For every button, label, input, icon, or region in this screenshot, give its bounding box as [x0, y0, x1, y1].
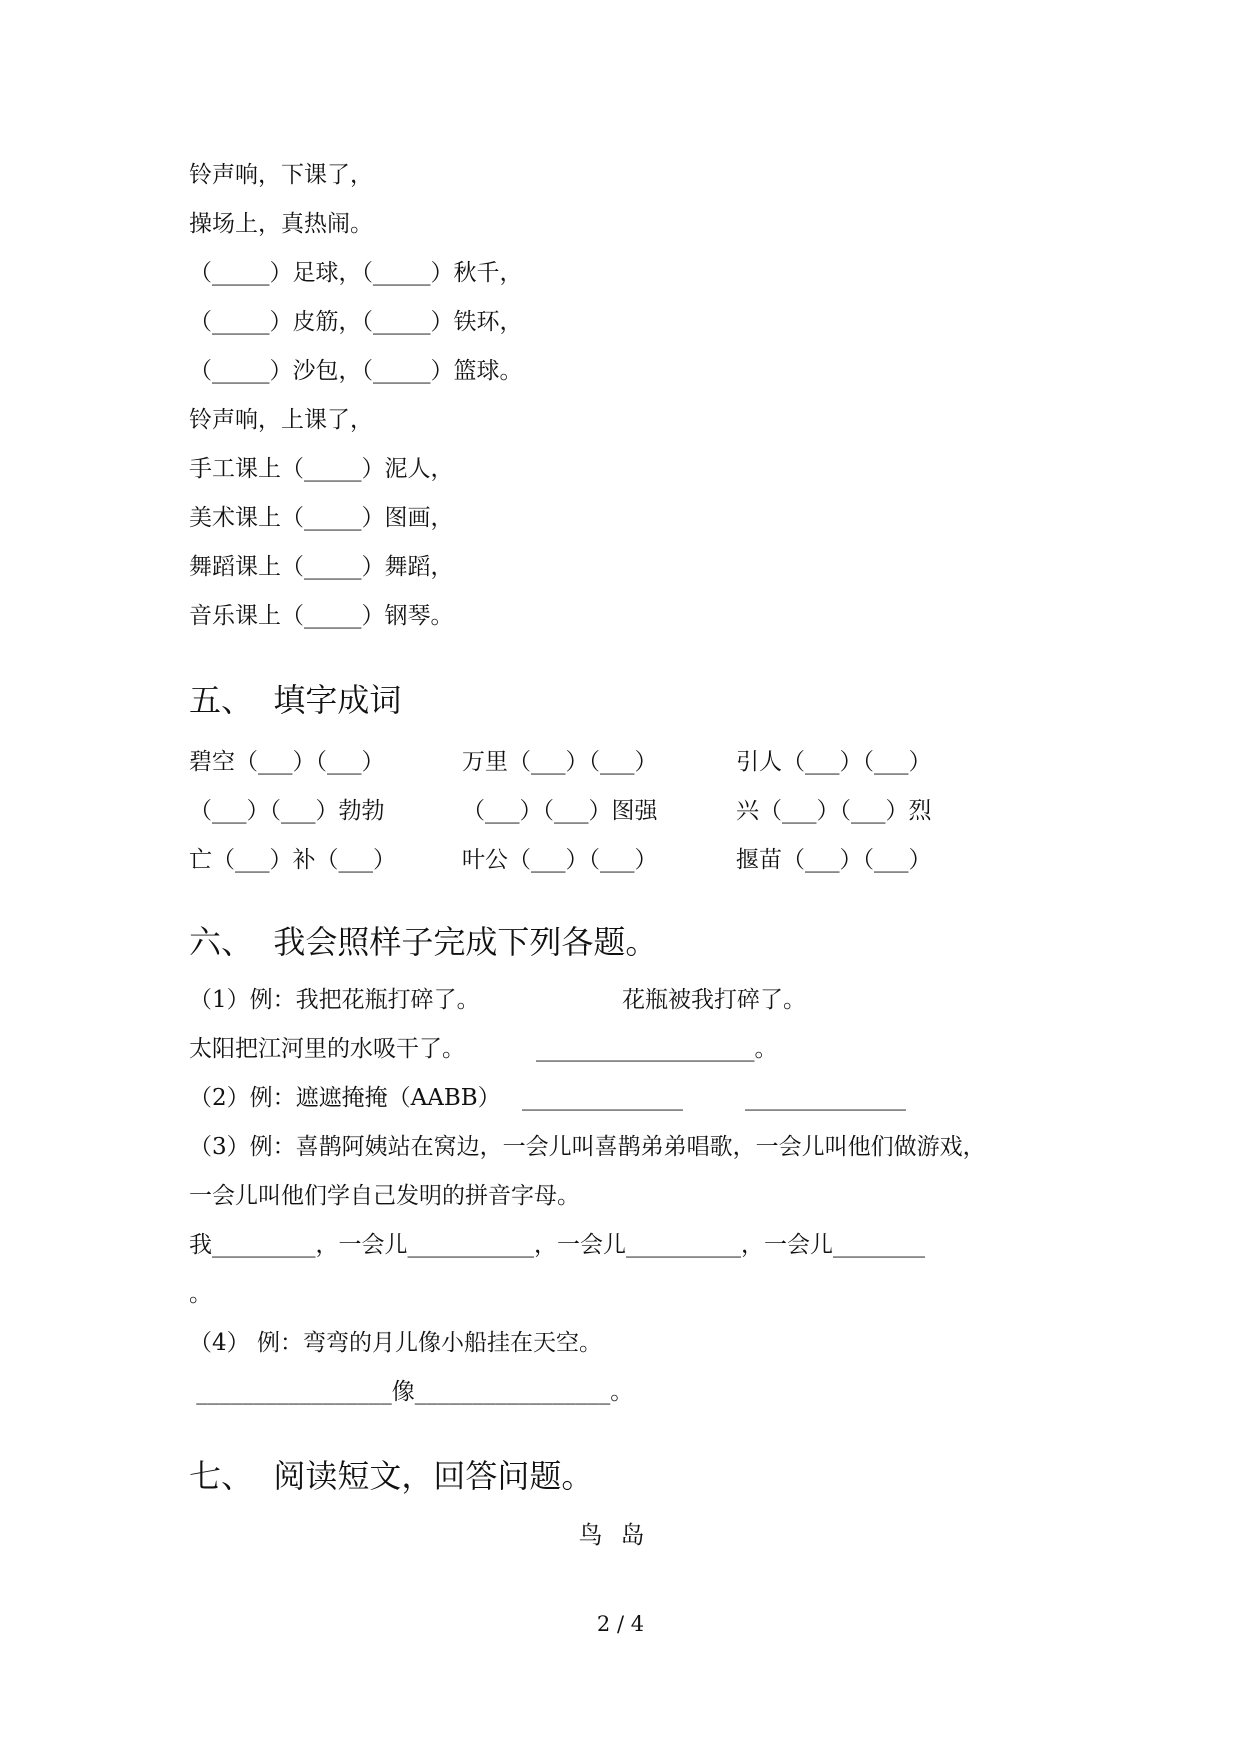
word-fill-2-1: （___）（___）勃勃	[189, 798, 385, 824]
word-fill-1-1: 碧空（___）（___）	[189, 749, 385, 775]
poem-line-8: 美术课上（_____）图画，	[189, 505, 454, 531]
q3-task: 我_________，一会儿___________，一会儿__________，一会儿________	[189, 1232, 925, 1258]
q2-example: （2）例：遮遮掩掩（AABB）	[189, 1085, 501, 1111]
passage-title: 鸟岛	[578, 1521, 663, 1549]
word-fill-3-2: 叶公（___）（___）	[462, 847, 658, 873]
q4-task: _________________像_________________。	[189, 1379, 634, 1405]
poem-line-3: （_____）足球，（_____）秋千，	[189, 260, 523, 286]
word-fill-1-3: 引人（___）（___）	[736, 749, 932, 775]
q1-answer-blank: ___________________。	[536, 1036, 778, 1062]
q3-task-end: 。	[189, 1281, 212, 1307]
q1-task: 太阳把江河里的水吸干了。	[189, 1036, 465, 1062]
word-fill-1-2: 万里（___）（___）	[462, 749, 658, 775]
poem-line-1: 铃声响，下课了，	[189, 162, 373, 188]
poem-line-4: （_____）皮筋，（_____）铁环，	[189, 309, 523, 335]
poem-line-6: 铃声响，上课了，	[189, 407, 373, 433]
word-fill-2-3: 兴（___）（___）烈	[736, 798, 932, 824]
section-7-heading: 七、 阅读短文，回答问题。	[189, 1457, 594, 1495]
section-5-heading: 五、 填字成词	[189, 681, 402, 719]
word-fill-2-2: （___）（___）图强	[462, 798, 658, 824]
q1-example-answer: 花瓶被我打碎了。	[622, 987, 806, 1013]
poem-line-7: 手工课上（_____）泥人，	[189, 456, 454, 482]
poem-line-9: 舞蹈课上（_____）舞蹈，	[189, 554, 454, 580]
word-fill-3-1: 亡（___）补（___）	[189, 847, 396, 873]
section-6-heading: 六、 我会照样子完成下列各题。	[189, 923, 658, 961]
q1-example: （1）例：我把花瓶打碎了。	[189, 987, 480, 1013]
q3-example-line-2: 一会儿叫他们学自己发明的拼音字母。	[189, 1183, 580, 1209]
poem-line-10: 音乐课上（_____）钢琴。	[189, 603, 454, 629]
poem-line-5: （_____）沙包，（_____）篮球。	[189, 358, 523, 384]
word-fill-3-3: 揠苗（___）（___）	[736, 847, 932, 873]
poem-line-2: 操场上，真热闹。	[189, 211, 373, 237]
q3-example-line-1: （3）例：喜鹊阿姨站在窝边，一会儿叫喜鹊弟弟唱歌，一会儿叫他们做游戏，	[189, 1134, 986, 1160]
q4-example: （4） 例：弯弯的月儿像小船挂在天空。	[189, 1330, 602, 1356]
q2-answer-blank-2: ______________	[745, 1085, 906, 1111]
page-number: 2 / 4	[596, 1612, 645, 1636]
q2-answer-blank-1: ______________	[522, 1085, 683, 1111]
